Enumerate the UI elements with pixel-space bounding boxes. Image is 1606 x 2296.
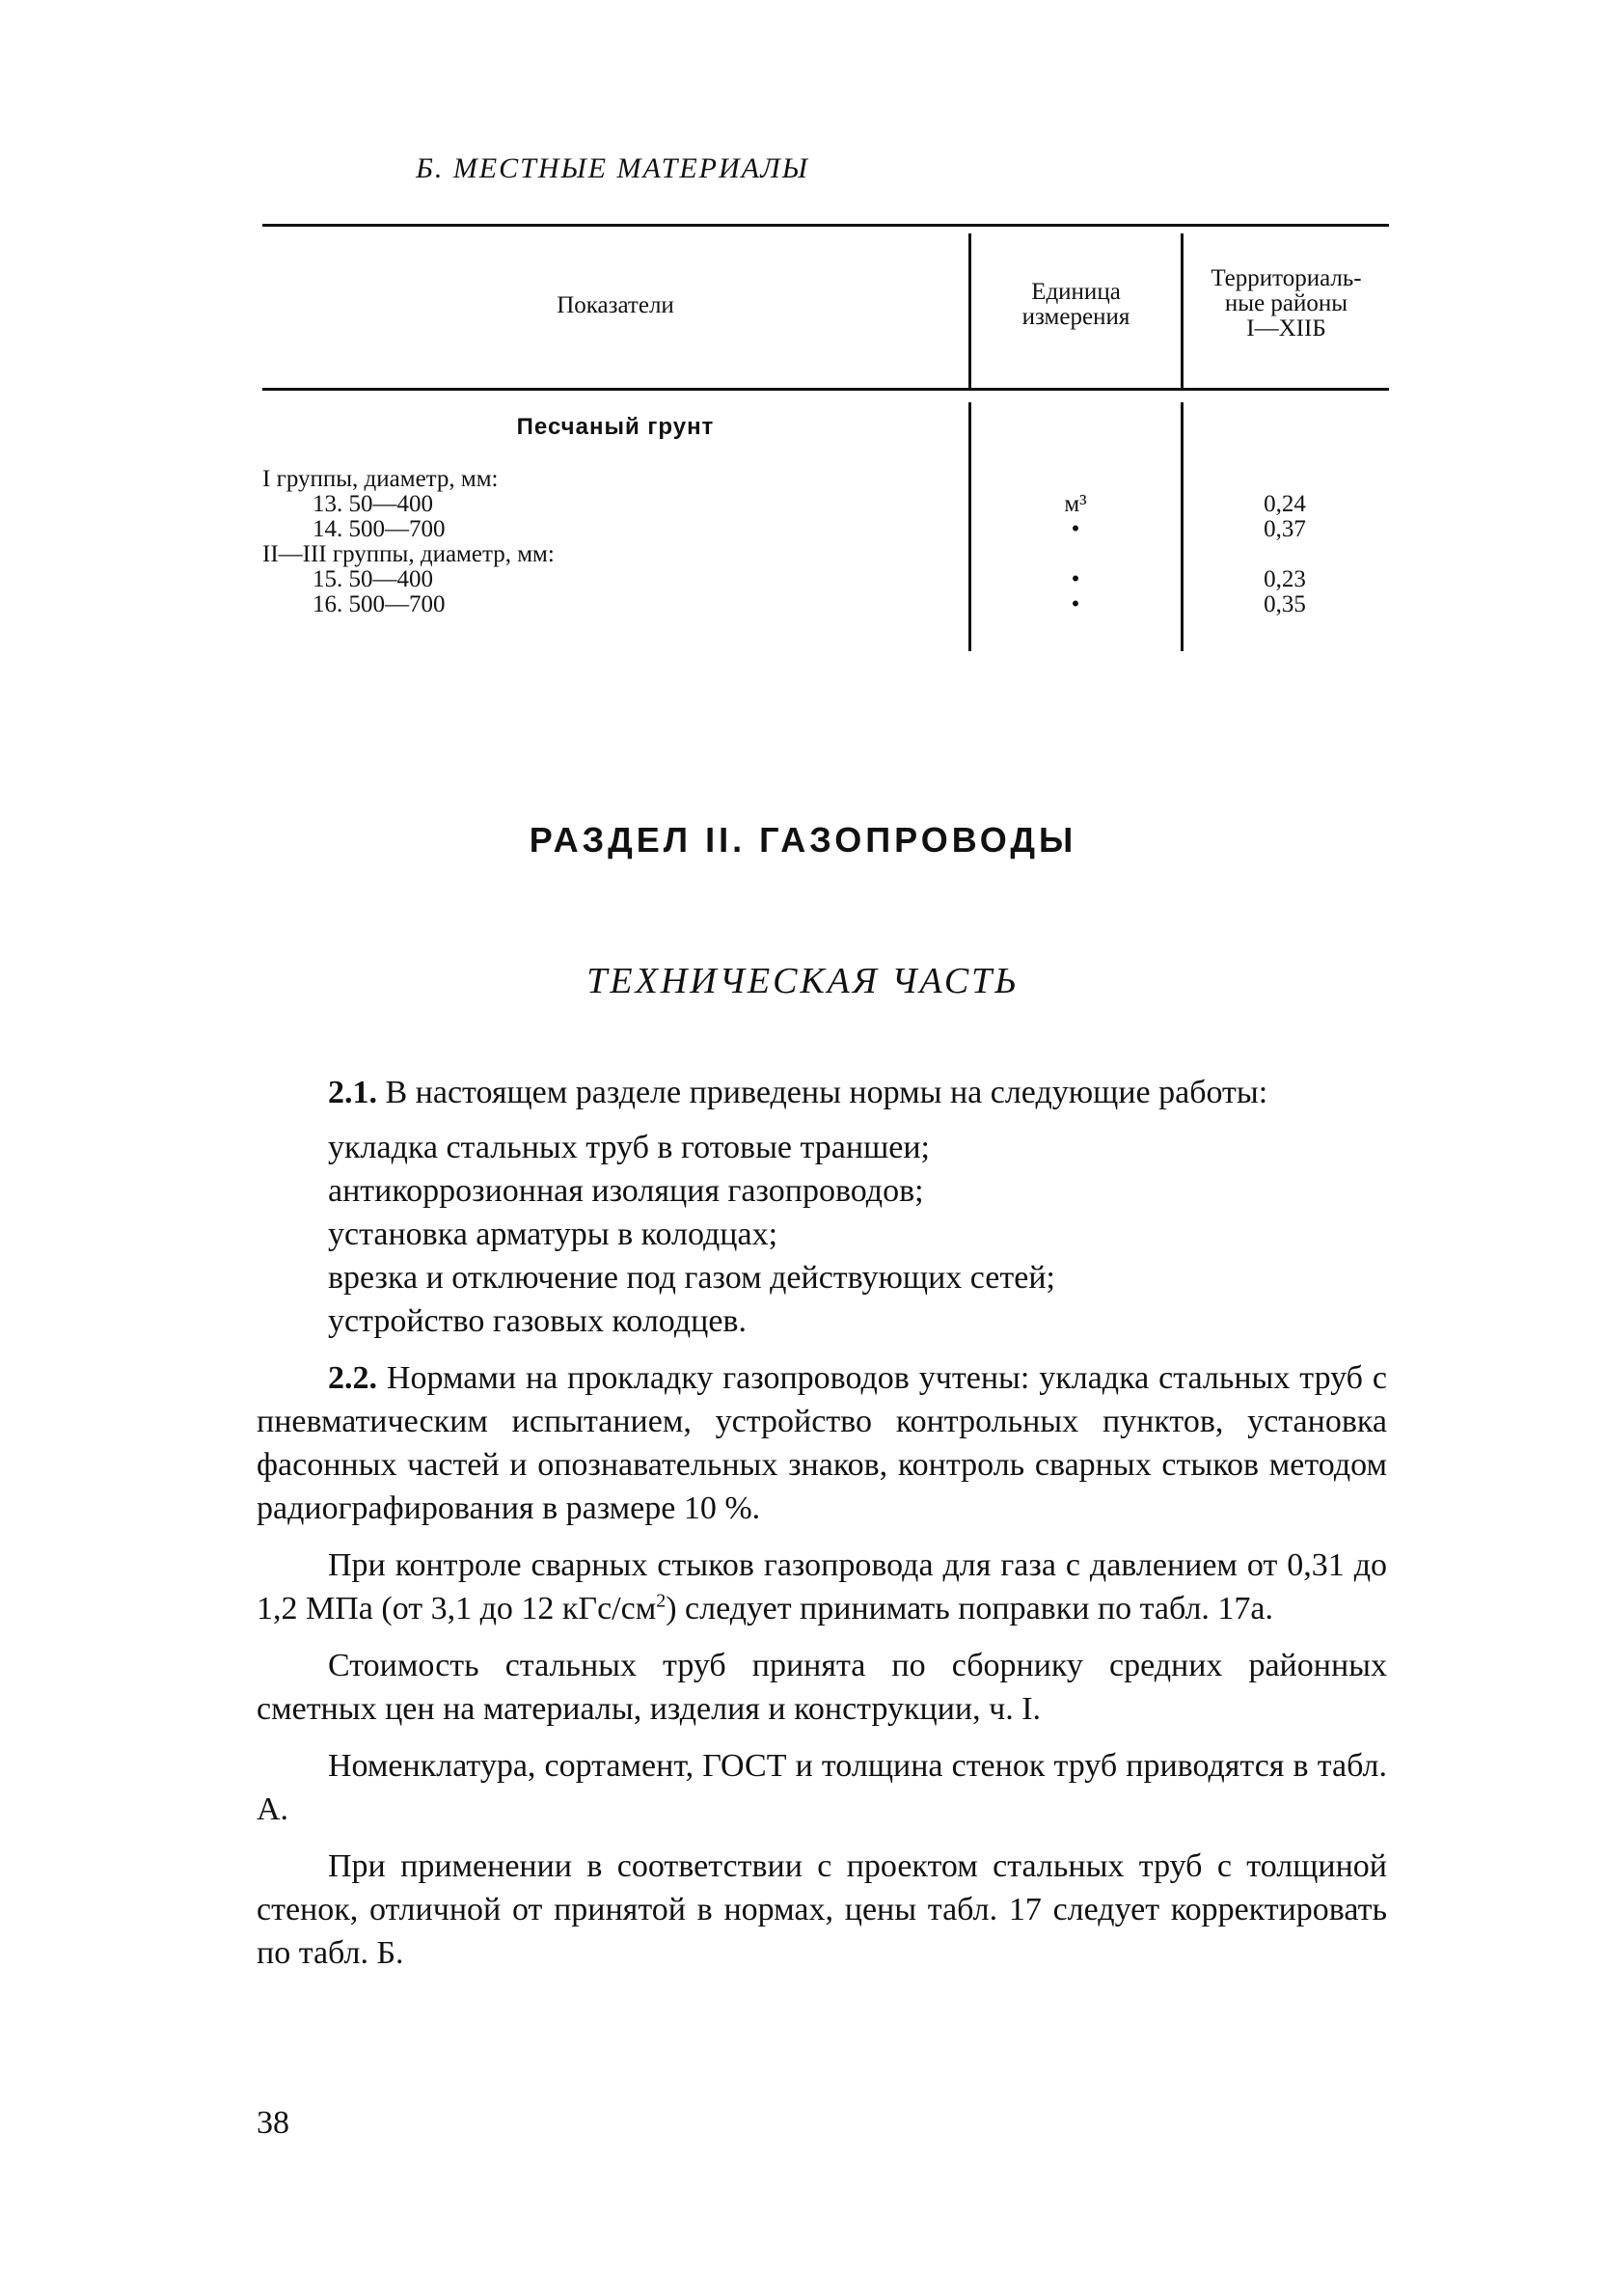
header-unit-line: измерения [1021,304,1130,330]
table-row-value: 0,35 [1264,591,1306,617]
page-number: 38 [257,2105,289,2141]
header-districts-line: I—XIIБ [1246,315,1326,342]
table-top-rule [262,224,1389,227]
table-divider [968,402,971,651]
table-caption: Б. МЕСТНЫЕ МАТЕРИАЛЫ [416,152,809,184]
paragraph-text: ) следует принимать поправки по табл. 17а. [666,1591,1274,1626]
header-unit [971,280,1181,330]
paragraph-text: В настоящем разделе приведены нормы на следующие работы: [385,1075,1268,1110]
materials-table [262,224,1389,654]
paragraph-text: Нормами на прокладку газопроводов учтены: укладка стальных труб с пневматическим испытанием, устройство контрольных пунктов, установка фасонных частей и опознавательных знаков, контроль сварных стыков методом радиографирования в размере 10 %. [257,1360,1387,1526]
list-item: антикоррозионная изоляция газопроводов; [328,1173,924,1209]
list-item: устройство газовых колодцев. [328,1303,747,1339]
paragraph-number: 2.2. [328,1360,377,1396]
header-districts [1184,266,1389,342]
table-row-label: 14. 500—700 [313,516,446,542]
table-row-value: 0,24 [1264,491,1306,517]
table-row-unit: • [1071,566,1080,592]
table-row-label: 13. 50—400 [313,491,433,517]
paragraph-number: 2.1. [328,1075,377,1110]
group-title: Песчаный грунт [516,414,715,440]
header-districts-line: Территориаль- [1211,265,1362,291]
superscript: 2 [656,1590,667,1612]
paragraph-2-2 [257,1356,1387,1530]
table-row-unit: м³ [1064,491,1087,517]
paragraph-text: При контроле сварных стыков газопровода для газа с давлением от 0,31 до 1,2 МПа (от 3,1 до 12 кГс/см [257,1547,1387,1626]
section-subtitle: ТЕХНИЧЕСКАЯ ЧАСТЬ [586,961,1020,1001]
section-title: РАЗДЕЛ II. ГАЗОПРОВОДЫ [529,820,1077,860]
table-header-rule [262,388,1389,391]
list-item: врезка и отключение под газом действующих сетей; [328,1260,1055,1296]
paragraph-cost: Стоимость стальных труб принята по сборнику средних районных сметных цен на материалы, изделия и конструкции, ч. I. [257,1648,1387,1727]
works-list [257,1126,1387,1343]
table-row-unit: • [1071,516,1080,542]
paragraph-apply: При применении в соответствии с проектом стальных труб с толщиной стенок, отличной от принятой в нормах, цены табл. 17 следует корректировать по табл. Б. [257,1848,1387,1971]
paragraph-nomenclature: Номенклатура, сортамент, ГОСТ и толщина стенок труб приводятся в табл. А. [257,1748,1387,1827]
paragraph-2-1 [257,1071,1387,1114]
header-indicators: Показатели [557,292,674,318]
table-row-label: II—III группы, диаметр, мм: [262,541,555,567]
table-row-value: 0,23 [1264,566,1306,592]
table-row-unit: • [1071,591,1080,617]
table-row-label: 16. 500—700 [313,591,446,617]
header-districts-line: ные районы [1224,290,1348,316]
header-unit-line: Единица [1031,279,1121,305]
table-row-label: I группы, диаметр, мм: [262,466,499,492]
section-body [257,1071,1387,1975]
paragraph-control [257,1544,1387,1630]
table-row-value: 0,37 [1264,516,1306,542]
table-divider [1181,402,1184,651]
table-row-label: 15. 50—400 [313,566,433,592]
list-item: укладка стальных труб в готовые траншеи; [328,1130,930,1165]
list-item: установка арматуры в колодцах; [328,1216,778,1252]
